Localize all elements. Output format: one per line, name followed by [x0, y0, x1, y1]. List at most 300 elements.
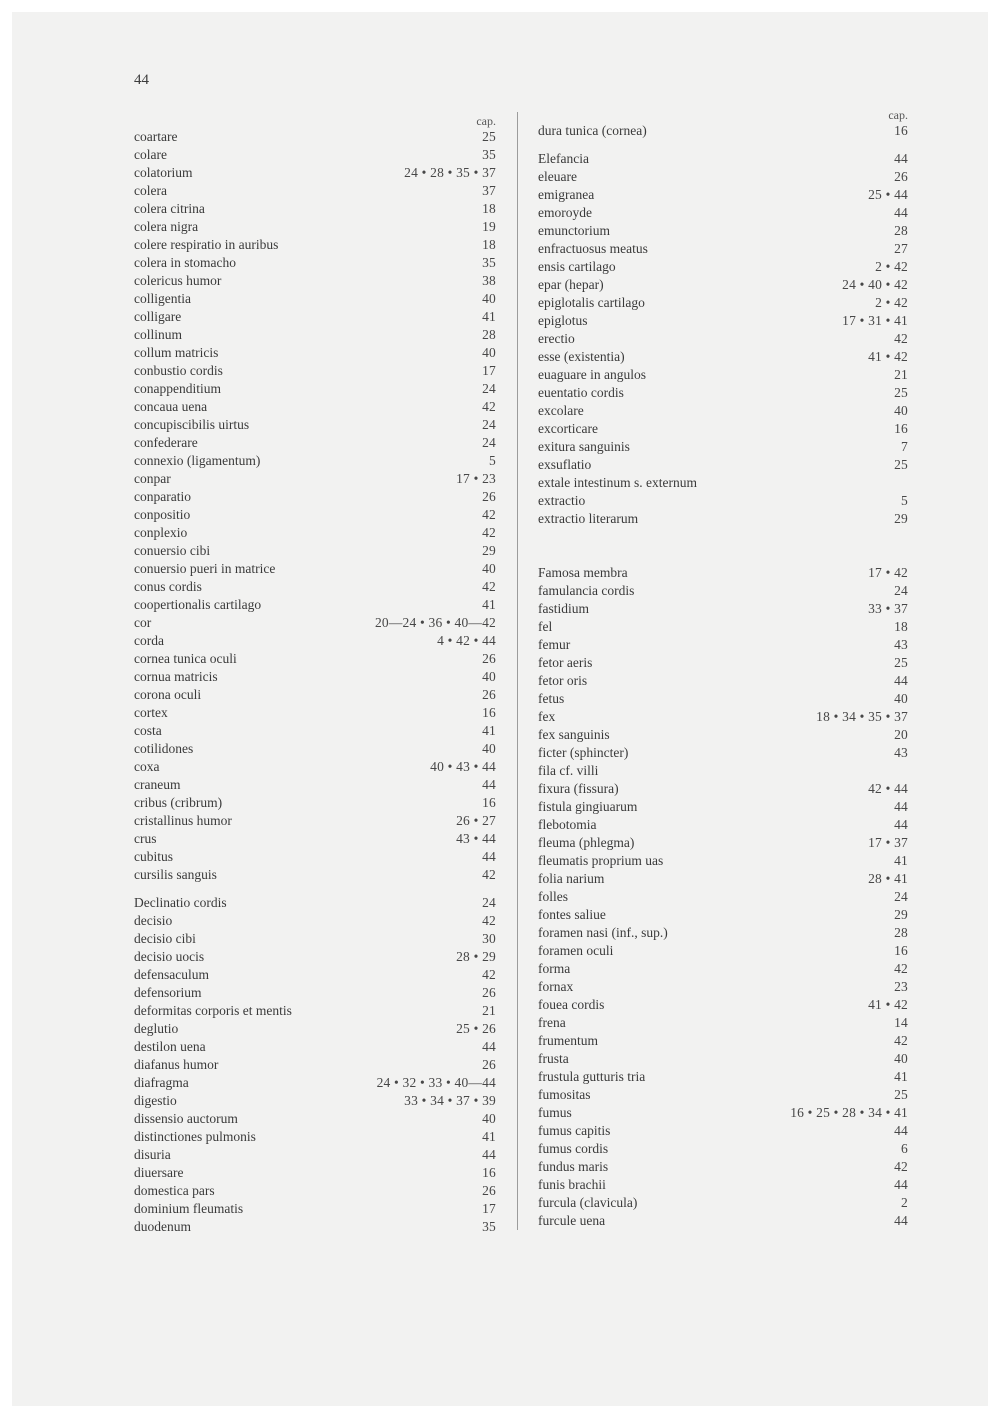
index-term: cursilis sanguis [134, 867, 217, 882]
index-term: euentatio cordis [538, 385, 624, 400]
index-term: domestica pars [134, 1183, 215, 1198]
index-entry [134, 218, 496, 236]
index-term: exsuflatio [538, 457, 592, 472]
chapter-reference: 25 [894, 385, 908, 400]
chapter-reference: 25 [894, 457, 908, 472]
chapter-reference: 20—24 • 36 • 40—42 [374, 615, 496, 630]
index-entry [538, 294, 908, 312]
chapter-reference: 43 [894, 745, 908, 760]
index-term: fastidium [538, 601, 589, 616]
chapter-reference: 40 [482, 1111, 496, 1126]
index-term: erectio [538, 331, 575, 346]
chapter-reference: 44 [482, 1147, 496, 1162]
index-entry [134, 506, 496, 524]
index-term: frumentum [538, 1033, 598, 1048]
index-term: disuria [134, 1147, 171, 1162]
chapter-reference: 26 • 27 [456, 813, 496, 828]
index-term: fumus [538, 1105, 572, 1120]
index-term: craneum [134, 777, 181, 792]
index-term: decisio [134, 913, 173, 928]
index-term: corona oculi [134, 687, 202, 702]
index-term: excorticare [538, 421, 598, 436]
index-entry [134, 542, 496, 560]
chapter-reference: 41 • 42 [868, 349, 908, 364]
index-term: cornua matricis [134, 669, 218, 684]
page-number: 44 [134, 72, 149, 88]
index-entry [134, 236, 496, 254]
index-term: colera citrina [134, 201, 205, 216]
index-term: confederare [134, 435, 198, 450]
chapter-reference: 44 [482, 849, 496, 864]
chapter-reference: 38 [482, 273, 496, 288]
index-entry [134, 650, 496, 668]
chapter-reference: 28 [894, 223, 908, 238]
index-term: eleuare [538, 169, 577, 184]
index-term: emoroyde [538, 205, 592, 220]
index-entry [538, 510, 908, 528]
index-term: frena [538, 1015, 566, 1030]
index-term: folia narium [538, 871, 605, 886]
index-entry [134, 164, 496, 182]
index-term: Famosa membra [538, 565, 628, 580]
index-entry [538, 582, 908, 600]
index-term: extractio [538, 493, 586, 508]
index-entry [538, 312, 908, 330]
chapter-reference: 40 [894, 403, 908, 418]
chapter-reference: 27 [894, 241, 908, 256]
chapter-reference: 42 [894, 1159, 908, 1174]
chapter-reference: 17 • 37 [868, 835, 908, 850]
index-term: fex [538, 709, 556, 724]
chapter-reference: 5 [901, 493, 908, 508]
index-entry [538, 636, 908, 654]
index-entry [134, 614, 496, 632]
index-term: fleumatis proprium uas [538, 853, 664, 868]
chapter-reference: 16 [894, 943, 908, 958]
index-entry [538, 852, 908, 870]
chapter-reference: 17 [482, 363, 496, 378]
index-term: cornea tunica oculi [134, 651, 237, 666]
index-term: conpar [134, 471, 171, 486]
index-entry [538, 150, 908, 168]
index-entry [538, 888, 908, 906]
chapter-reference: 44 [894, 205, 908, 220]
chapter-reference: 2 • 42 [875, 259, 908, 274]
index-entry [134, 1218, 496, 1236]
index-term: coartare [134, 129, 178, 144]
index-term: cubitus [134, 849, 173, 864]
index-term: colare [134, 147, 167, 162]
index-term: fundus maris [538, 1159, 609, 1174]
index-term: cotilidones [134, 741, 194, 756]
chapter-reference: 35 [482, 147, 496, 162]
chapter-reference: 42 [894, 1033, 908, 1048]
chapter-reference: 2 • 42 [875, 295, 908, 310]
chapter-reference: 42 [894, 961, 908, 976]
chapter-reference: 43 [894, 637, 908, 652]
index-entry [538, 960, 908, 978]
chapter-reference: 40 [894, 1051, 908, 1066]
index-entry [134, 1092, 496, 1110]
chapter-reference: 41 [482, 723, 496, 738]
chapter-reference: 24 [482, 381, 496, 396]
index-term: conparatio [134, 489, 191, 504]
cap-header: cap. [476, 114, 496, 128]
index-term: fleuma (phlegma) [538, 835, 635, 850]
index-term: dominium fleumatis [134, 1201, 244, 1216]
group-gap [538, 140, 908, 150]
chapter-reference: 17 [482, 1201, 496, 1216]
index-entry [538, 762, 908, 780]
index-term: conuersio cibi [134, 543, 211, 558]
index-term: decisio cibi [134, 931, 196, 946]
index-term: diuersare [134, 1165, 184, 1180]
index-term: conbustio cordis [134, 363, 223, 378]
index-entry [538, 168, 908, 186]
index-term: frustula gutturis tria [538, 1069, 646, 1084]
chapter-reference: 44 [894, 151, 908, 166]
index-term: furcula (clavicula) [538, 1195, 638, 1210]
index-term: cortex [134, 705, 168, 720]
index-entry [538, 924, 908, 942]
chapter-reference: 28 • 29 [456, 949, 496, 964]
index-entry [538, 996, 908, 1014]
index-column-right [538, 108, 908, 1230]
chapter-reference: 25 [482, 129, 496, 144]
chapter-reference: 17 • 42 [868, 565, 908, 580]
index-entry [538, 1158, 908, 1176]
chapter-reference: 18 [894, 619, 908, 634]
index-term: funis brachii [538, 1177, 606, 1192]
index-entry [538, 618, 908, 636]
index-entry [134, 146, 496, 164]
index-term: fetus [538, 691, 565, 706]
index-entry [538, 122, 908, 140]
index-entry [134, 1020, 496, 1038]
index-term: fumus cordis [538, 1141, 609, 1156]
index-entry [134, 894, 496, 912]
index-term: collum matricis [134, 345, 219, 360]
index-term: conus cordis [134, 579, 202, 594]
chapter-reference: 42 [482, 507, 496, 522]
chapter-reference: 29 [894, 907, 908, 922]
index-term: foramen nasi (inf., sup.) [538, 925, 668, 940]
index-entry [134, 398, 496, 416]
index-term: flebotomia [538, 817, 597, 832]
chapter-reference: 25 • 44 [868, 187, 908, 202]
chapter-reference: 23 [894, 979, 908, 994]
chapter-reference: 24 • 40 • 42 [842, 277, 908, 292]
index-term: conpositio [134, 507, 191, 522]
index-entry [134, 1146, 496, 1164]
chapter-reference: 24 • 28 • 35 • 37 [404, 165, 496, 180]
index-term: collinum [134, 327, 182, 342]
index-entry [538, 726, 908, 744]
chapter-reference: 26 [482, 1183, 496, 1198]
index-entry [134, 740, 496, 758]
index-entry [134, 362, 496, 380]
index-entry [134, 830, 496, 848]
index-term: Elefancia [538, 151, 589, 166]
index-entry [538, 366, 908, 384]
index-term: furcule uena [538, 1213, 606, 1228]
index-term: coopertionalis cartilago [134, 597, 262, 612]
chapter-reference: 29 [894, 511, 908, 526]
chapter-reference: 40 [482, 345, 496, 360]
chapter-reference: 19 [482, 219, 496, 234]
cap-header: cap. [888, 108, 908, 122]
index-entry [538, 672, 908, 690]
index-entry [134, 1164, 496, 1182]
chapter-reference: 26 [482, 489, 496, 504]
index-entry [538, 1032, 908, 1050]
index-term: defensorium [134, 985, 202, 1000]
chapter-reference: 40 [482, 561, 496, 576]
chapter-reference: 16 [894, 421, 908, 436]
chapter-reference: 44 [482, 1039, 496, 1054]
index-term: colera [134, 183, 167, 198]
chapter-reference: 16 [482, 705, 496, 720]
index-entry [538, 654, 908, 672]
index-term: extale intestinum s. externum [538, 475, 697, 490]
index-term: exitura sanguinis [538, 439, 630, 454]
chapter-reference: 21 [894, 367, 908, 382]
chapter-reference: 25 [894, 655, 908, 670]
index-entry [538, 348, 908, 366]
index-entry [134, 1200, 496, 1218]
index-entry [538, 564, 908, 582]
chapter-reference: 41 [482, 309, 496, 324]
chapter-reference: 28 • 41 [868, 871, 908, 886]
index-entry [134, 380, 496, 398]
chapter-reference: 26 [482, 1057, 496, 1072]
chapter-reference: 42 [482, 867, 496, 882]
column-divider [517, 112, 518, 1230]
chapter-reference: 44 [894, 673, 908, 688]
index-term: fetor aeris [538, 655, 593, 670]
chapter-reference: 40 [482, 291, 496, 306]
chapter-reference: 24 [894, 583, 908, 598]
index-term: colere respiratio in auribus [134, 237, 279, 252]
index-term: colligentia [134, 291, 191, 306]
index-entry [538, 1104, 908, 1122]
index-entry [538, 1014, 908, 1032]
index-term: fumus capitis [538, 1123, 611, 1138]
index-entry [538, 240, 908, 258]
chapter-reference: 41 [894, 853, 908, 868]
index-term: esse (existentia) [538, 349, 625, 364]
index-term: coxa [134, 759, 160, 774]
index-entry [134, 272, 496, 290]
index-entry [538, 1068, 908, 1086]
index-entry [134, 812, 496, 830]
index-entry [134, 326, 496, 344]
index-term: femur [538, 637, 571, 652]
index-term: euaguare in angulos [538, 367, 646, 382]
chapter-reference: 18 [482, 201, 496, 216]
index-term: deformitas corporis et mentis [134, 1003, 292, 1018]
index-entry [538, 258, 908, 276]
index-term: concaua uena [134, 399, 208, 414]
index-term: fontes saliue [538, 907, 606, 922]
index-entry [134, 596, 496, 614]
chapter-reference: 18 [482, 237, 496, 252]
index-term: dura tunica (cornea) [538, 123, 647, 138]
chapter-reference: 40 • 43 • 44 [430, 759, 496, 774]
chapter-reference: 25 • 26 [456, 1021, 496, 1036]
index-term: decisio uocis [134, 949, 205, 964]
index-entry [538, 456, 908, 474]
chapter-reference: 16 • 25 • 28 • 34 • 41 [790, 1105, 908, 1120]
index-entry [134, 776, 496, 794]
chapter-reference: 44 [894, 1213, 908, 1228]
chapter-reference: 17 • 31 • 41 [842, 313, 908, 328]
index-term: colera nigra [134, 219, 199, 234]
index-term: famulancia cordis [538, 583, 635, 598]
index-term: emunctorium [538, 223, 610, 238]
index-entry [134, 1074, 496, 1092]
index-term: fex sanguinis [538, 727, 610, 742]
index-entry [134, 560, 496, 578]
chapter-reference: 25 [894, 1087, 908, 1102]
index-term: epiglotalis cartilago [538, 295, 645, 310]
index-term: epar (hepar) [538, 277, 604, 292]
chapter-reference: 26 [482, 651, 496, 666]
index-entry [538, 402, 908, 420]
index-term: extractio literarum [538, 511, 639, 526]
chapter-reference: 14 [894, 1015, 908, 1030]
index-term: fila cf. villi [538, 763, 599, 778]
chapter-reference: 42 [482, 967, 496, 982]
index-entry [538, 1194, 908, 1212]
index-term: defensaculum [134, 967, 209, 982]
index-entry [134, 794, 496, 812]
index-entry [538, 744, 908, 762]
chapter-reference: 7 [901, 439, 908, 454]
index-term: distinctiones pulmonis [134, 1129, 256, 1144]
index-entry [134, 1056, 496, 1074]
index-term: fixura (fissura) [538, 781, 619, 796]
index-term: fetor oris [538, 673, 588, 688]
index-term: costa [134, 723, 162, 738]
index-entry [538, 906, 908, 924]
index-entry [134, 290, 496, 308]
index-term: digestio [134, 1093, 177, 1108]
index-term: folles [538, 889, 568, 904]
index-entry [538, 870, 908, 888]
chapter-reference: 4 • 42 • 44 [437, 633, 496, 648]
index-entry [134, 704, 496, 722]
chapter-reference: 16 [482, 795, 496, 810]
chapter-reference: 44 [894, 799, 908, 814]
chapter-reference: 41 • 42 [868, 997, 908, 1012]
chapter-reference: 42 [482, 579, 496, 594]
index-entry [538, 708, 908, 726]
index-term: cristallinus humor [134, 813, 232, 828]
index-term: deglutio [134, 1021, 179, 1036]
index-term: ficter (sphincter) [538, 745, 629, 760]
chapter-reference: 6 [901, 1141, 908, 1156]
chapter-reference: 43 • 44 [456, 831, 496, 846]
chapter-reference: 26 [482, 687, 496, 702]
index-entry [134, 632, 496, 650]
index-entry [538, 186, 908, 204]
index-entry [538, 492, 908, 510]
index-entry [538, 384, 908, 402]
index-term: enfractuosus meatus [538, 241, 648, 256]
index-entry [134, 866, 496, 884]
index-term: colericus humor [134, 273, 222, 288]
chapter-reference: 40 [894, 691, 908, 706]
index-entry [134, 434, 496, 452]
index-term: colera in stomacho [134, 255, 236, 270]
index-entry [538, 1050, 908, 1068]
index-entry [538, 1176, 908, 1194]
index-entry [134, 668, 496, 686]
index-entry [134, 344, 496, 362]
chapter-reference: 24 • 32 • 33 • 40—44 [376, 1075, 496, 1090]
index-column-left [134, 114, 496, 1236]
chapter-reference: 16 [482, 1165, 496, 1180]
chapter-reference: 17 • 23 [456, 471, 496, 486]
chapter-reference: 42 [482, 913, 496, 928]
index-entry [134, 984, 496, 1002]
index-term: dissensio auctorum [134, 1111, 238, 1126]
chapter-reference: 44 [482, 777, 496, 792]
chapter-reference: 44 [894, 1123, 908, 1138]
index-entry [134, 912, 496, 930]
chapter-reference: 35 [482, 1219, 496, 1234]
index-entry [538, 1086, 908, 1104]
chapter-reference: 40 [482, 669, 496, 684]
index-term: diafragma [134, 1075, 189, 1090]
index-entry [538, 798, 908, 816]
index-entry [134, 686, 496, 704]
index-term: epiglotus [538, 313, 588, 328]
index-entry [134, 416, 496, 434]
index-term: cor [134, 615, 152, 630]
index-entry [538, 834, 908, 852]
index-entry [134, 254, 496, 272]
index-entry [538, 600, 908, 618]
index-term: ensis cartilago [538, 259, 616, 274]
index-entry [538, 978, 908, 996]
chapter-reference: 5 [489, 453, 496, 468]
index-term: forma [538, 961, 571, 976]
index-term: colligare [134, 309, 182, 324]
index-term: emigranea [538, 187, 595, 202]
chapter-reference: 40 [482, 741, 496, 756]
index-entry [134, 948, 496, 966]
index-term: cribus (cribrum) [134, 795, 223, 810]
index-term: fistula gingiuarum [538, 799, 638, 814]
index-entry [134, 848, 496, 866]
index-term: duodenum [134, 1219, 191, 1234]
index-term: fumositas [538, 1087, 591, 1102]
index-term: crus [134, 831, 157, 846]
group-gap [538, 528, 908, 564]
chapter-reference: 41 [482, 597, 496, 612]
chapter-reference: 41 [894, 1069, 908, 1084]
index-term: foramen oculi [538, 943, 614, 958]
index-entry [538, 1140, 908, 1158]
chapter-reference: 16 [894, 123, 908, 138]
index-entry [134, 470, 496, 488]
index-entry [134, 722, 496, 740]
index-entry [538, 438, 908, 456]
index-entry [538, 420, 908, 438]
chapter-reference: 33 • 37 [868, 601, 908, 616]
